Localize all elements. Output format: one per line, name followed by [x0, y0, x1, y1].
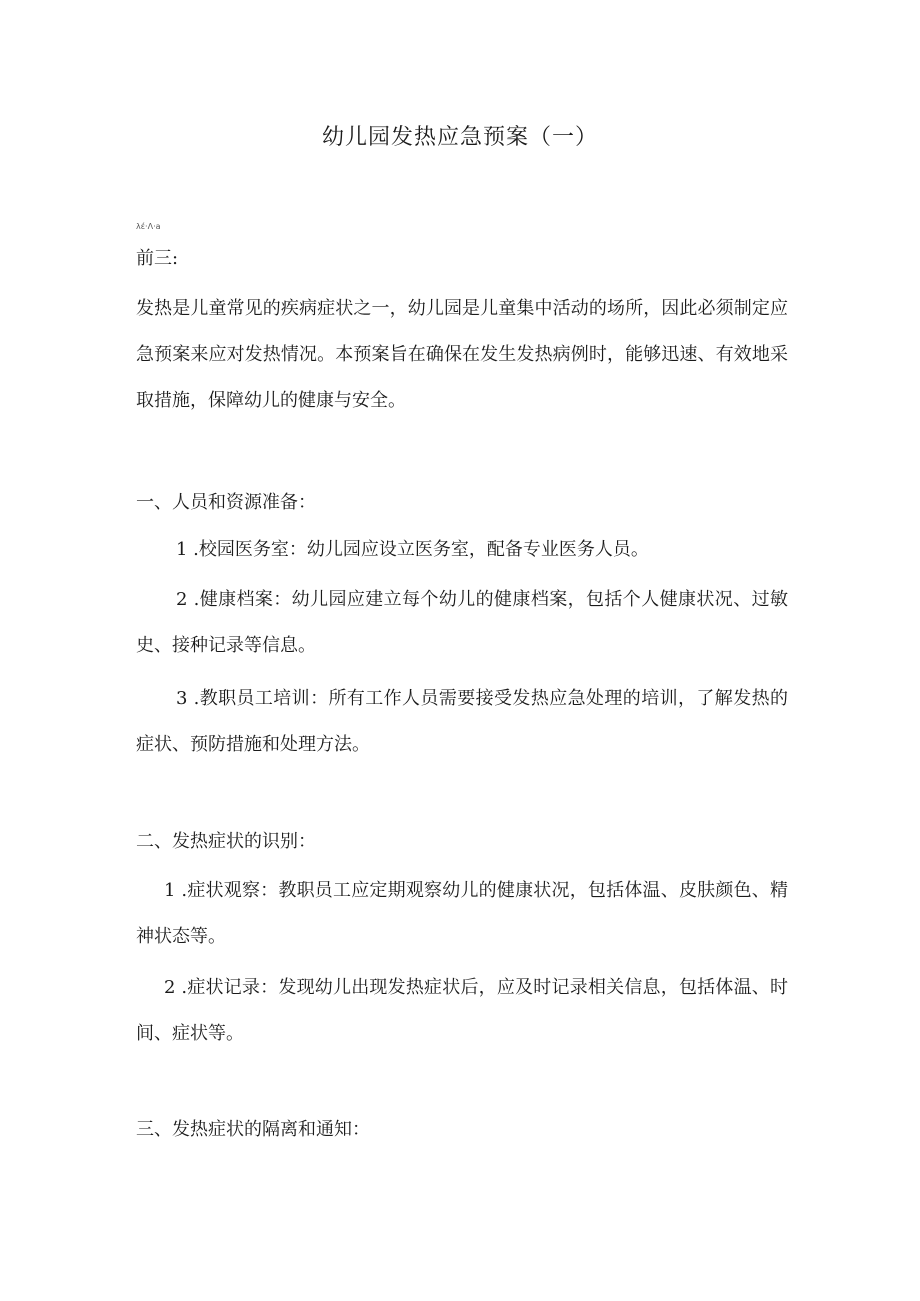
section1-item3: 3 .教职员工培训：所有工作人员需要接受发热应急处理的培训，了解发热的症状、预防措施和处理方法。: [136, 688, 788, 755]
section3-heading: 三、发热症状的隔离和通知：: [136, 1119, 370, 1140]
section1-item1: 1 .校园医务室：幼儿园应设立医务室，配备专业医务人员。: [176, 539, 649, 560]
section2-item1: 1 .症状观察：教职员工应定期观察幼儿的健康状况，包括体温、皮肤颜色、精神状态等。: [136, 880, 788, 947]
section1-item2: 2 .健康档案：幼儿园应建立每个幼儿的健康档案，包括个人健康状况、过敏史、接种记录等信息。: [136, 589, 788, 656]
preface-label: 前三:: [136, 248, 179, 269]
document-title: 幼儿园发热应急预案（一）: [321, 125, 598, 150]
preface-paragraph: 发热是儿童常见的疾病症状之一，幼儿园是儿童集中活动的场所，因此必须制定应急预案来应对发热情况。本预案旨在确保在发生发热病例时，能够迅速、有效地采取措施，保障幼儿的健康与安全。: [136, 298, 788, 411]
section2-item2: 2 .症状记录：发现幼儿出现发热症状后，应及时记录相关信息，包括体温、时间、症状等。: [136, 977, 788, 1044]
section2-heading: 二、发热症状的识别：: [136, 831, 316, 852]
small-note: λέ·Λ·a: [136, 222, 161, 231]
section1-heading: 一、人员和资源准备：: [136, 492, 316, 513]
